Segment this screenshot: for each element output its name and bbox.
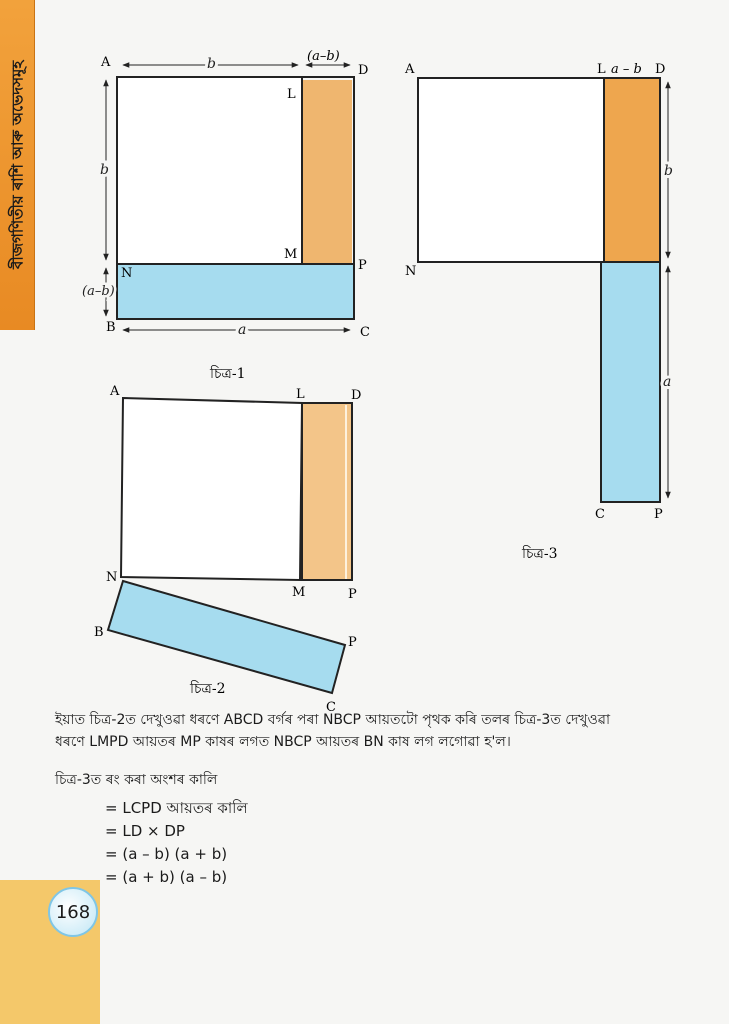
fig2-label-B: B [94, 625, 104, 640]
fig1-blue-rect [117, 264, 354, 319]
fig2-label-C: C [326, 700, 336, 715]
paragraph-line-2: ধৰণে LMPD আয়তৰ MP কাষৰ লগত NBCP আয়তৰ BN কাষ লগ লগোৱা হ'ল। [55, 733, 511, 750]
fig1-label-N: N [121, 266, 133, 281]
equations-title: চিত্ৰ-3ত ৰং কৰা অংশৰ কালি [55, 772, 218, 788]
fig3-label-L: L [597, 62, 606, 77]
fig1-label-A: A [101, 55, 111, 70]
fig1-label-L: L [287, 87, 296, 102]
fig1-label-D: D [358, 63, 369, 78]
fig1-label-C: C [360, 325, 370, 340]
figure-3 [404, 62, 673, 562]
fig1-dim-top-amb: (a–b) [307, 49, 340, 64]
fig2-label-P2: P [348, 635, 357, 650]
fig3-blue-rect [601, 262, 660, 502]
fig3-label-A: A [405, 62, 415, 77]
fig3-label-C: C [595, 507, 605, 522]
equation-line-3: = (a – b) (a + b) [105, 845, 228, 863]
paragraph-line-1: ইয়াত চিত্ৰ-2ত দেখুওৱা ধৰণে ABCD বৰ্গৰ পৰা NBCP আয়তটো পৃথক কৰি তলৰ চিত্ৰ-3ত দেখুওৱা [55, 712, 611, 728]
fig2-label-L: L [296, 387, 305, 402]
fig3-label-N: N [405, 264, 417, 279]
fig3-dim-b: b [664, 163, 673, 179]
fig1-dim-left-b: b [100, 162, 109, 178]
fig2-label-P: P [348, 587, 357, 602]
fig1-caption: চিত্ৰ-1 [210, 366, 246, 382]
fig3-dim-a: a [663, 374, 672, 390]
fig1-square-white [117, 77, 302, 264]
fig2-caption: চিত্ৰ-2 [190, 681, 226, 697]
fig3-label-P: P [654, 507, 663, 522]
fig1-dim-left-amb: (a–b) [82, 284, 115, 299]
chapter-title: বীজগণিতীয় ৰাশি আৰু অভেদসমূহ [8, 60, 27, 270]
page-number: 168 [48, 887, 98, 937]
fig1-orange-rect [302, 80, 352, 264]
fig1-label-B: B [106, 320, 116, 335]
fig3-caption: চিত্ৰ-3 [522, 546, 558, 562]
equation-line-4: = (a + b) (a – b) [105, 868, 228, 886]
fig1-dim-top-b: b [207, 56, 216, 72]
fig2-square [121, 398, 302, 580]
fig2-label-D: D [351, 388, 362, 403]
fig3-orange-rect [604, 78, 660, 262]
body-paragraph [55, 710, 700, 753]
fig2-blue-rect [108, 581, 345, 693]
equation-line-2: = LD × DP [105, 822, 185, 840]
figure-2 [94, 384, 361, 715]
fig2-orange-rect [302, 403, 352, 580]
equation-line-1: = LCPD আয়তৰ কালি [105, 799, 248, 817]
figure-1 [82, 49, 370, 382]
fig3-white-rect [418, 78, 604, 262]
fig1-dim-bottom-a: a [238, 322, 247, 338]
fig2-label-A: A [110, 384, 120, 399]
fig2-label-M: M [292, 585, 306, 600]
fig1-label-P: P [358, 258, 367, 273]
fig2-label-N: N [106, 570, 118, 585]
fig3-dim-top: a – b [611, 62, 642, 77]
fig3-label-D: D [655, 62, 666, 77]
fig1-label-M: M [284, 247, 298, 262]
